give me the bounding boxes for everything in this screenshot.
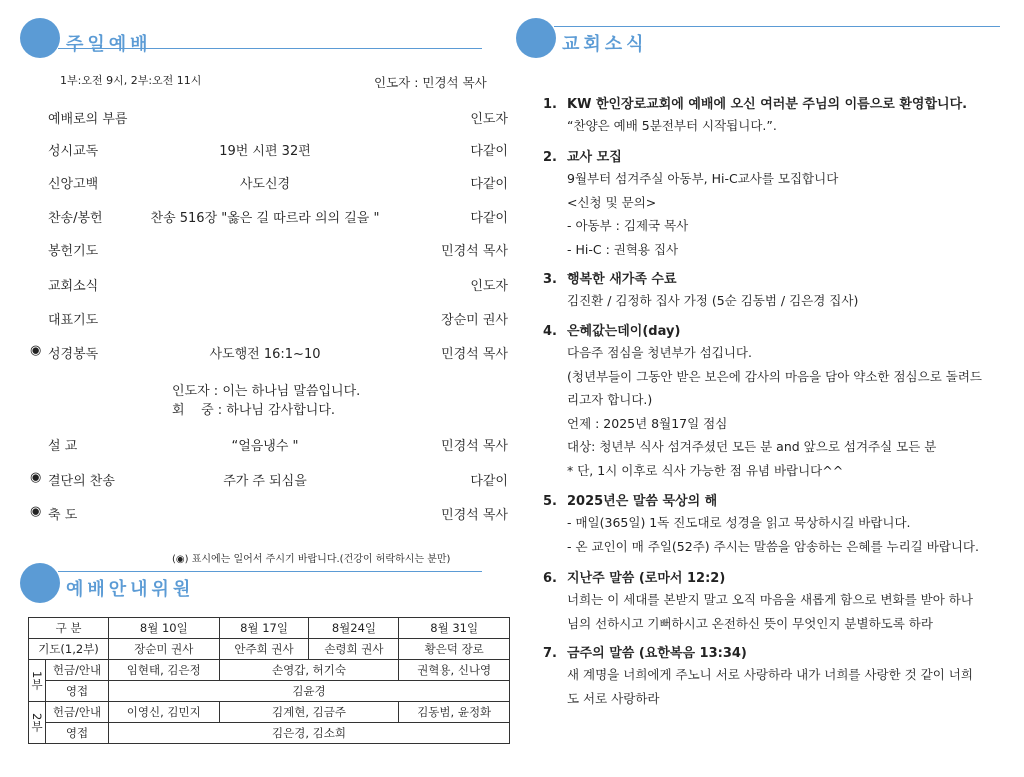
news-item-line: (청년부들이 그동안 받은 보은에 감사의 마음을 담아 약소한 점심으로 돌려드 [567,368,982,384]
order-mark-icon: ◉ [30,470,42,485]
divider [58,571,482,572]
news-item-title [543,146,622,165]
news-item-number: 3. [543,272,557,287]
table-cell: 김동범, 윤정화 [399,702,510,723]
news-item-line: 새 계명을 너희에게 주노니 서로 사랑하라 내가 너희를 사랑한 것 같이 너희 [567,667,973,682]
order-item-responsible: 다같이 [470,144,508,159]
order-mark-icon: ◉ [30,343,42,358]
table-row [29,639,510,660]
news-item-line: - 매일(365일) 1독 진도대로 성경을 읽고 묵상하시길 바랍니다. [567,515,911,530]
news-item-line: 언제 : 2025년 8월17일 점심 [567,415,728,431]
order-item-detail: 찬송 516장 "옳은 길 따르라 의의 길을 " [150,211,380,226]
table-cell: 황은덕 장로 [399,639,510,660]
order-item [30,470,508,490]
order-item-responsible: 다같이 [470,177,508,192]
order-item-responsible: 인도자 [470,279,508,294]
order-item-name: 찬송/봉헌 [48,211,103,226]
order-item-name: 성시교독 [48,144,99,159]
order-item-detail: 사도행전 16:1~10 [209,347,321,362]
order-item-name: 신앙고백 [48,177,99,192]
order-item [30,435,508,455]
news-item-line: 다음주 점심을 청년부가 섬깁니다. [567,345,752,360]
news-item-line: 대상: 청년부 식사 섬겨주셨던 모든 분 and 앞으로 섬겨주실 모든 분 [567,439,937,454]
table-cell: 헌금/안내 [46,660,109,681]
order-item [30,504,508,524]
section-circle-icon [20,563,60,603]
news-item-line: * 단, 1시 이후로 식사 가능한 점 유념 바랍니다^^ [567,462,844,478]
order-item-responsible: 다같이 [470,211,508,226]
order-item-name: 교회소식 [48,279,99,294]
order-item-name: 성경봉독 [48,347,99,362]
order-item-detail: 19번 시편 32편 [219,144,311,159]
order-item-name: 예배로의 부름 [48,112,128,127]
table-cell: 김윤경 [109,681,510,702]
news-item-heading: 2025년은 말씀 묵상의 해 [567,494,718,509]
news-item-number: 7. [543,646,557,661]
service-label: 2부 [29,702,46,744]
order-item [30,108,508,128]
section-circle-icon [20,18,60,58]
order-item-responsible: 민경석 목사 [441,439,508,454]
table-cell: 8월 31일 [399,618,510,639]
order-item-name: 대표기도 [48,313,99,328]
news-item-line: 9월부터 섬겨주실 아동부, Hi-C교사를 모집합니다 [567,171,839,186]
table-cell: 8월 10일 [109,618,220,639]
table-row [29,681,510,702]
news-item-title [543,93,967,112]
news-item-number: 1. [543,97,557,112]
table-cell: 안주희 권사 [219,639,309,660]
service-label: 1부 [29,660,46,702]
order-item-name: 봉헌기도 [48,244,99,259]
news-item-heading: KW 한인장로교회에 예배에 오신 여러분 주님의 이름으로 환영합니다. [567,97,968,112]
table-cell: 영접 [46,723,109,744]
news-item-title [543,642,747,661]
table-cell: 헌금/안내 [46,702,109,723]
news-item-heading: 교사 모집 [567,150,622,165]
table-row [29,618,510,639]
news-item-title [543,320,680,339]
table-cell: 김은경, 김소희 [109,723,510,744]
news-item-line: <신청 및 문의> [567,194,657,210]
table-cell: 영접 [46,681,109,702]
order-item-detail: 주가 주 되심을 [223,474,307,489]
service-times: 1부:오전 9시, 2부:오전 11시 [60,74,202,87]
news-item-title [543,268,677,287]
order-item-responsible: 다같이 [470,474,508,489]
order-item [30,207,508,227]
order-item [30,173,508,193]
news-item-line: 도 서로 사랑하라 [567,690,660,706]
order-item-responsible: 민경석 목사 [441,244,508,259]
order-mark-icon: ◉ [30,504,42,519]
table-cell: 손령희 권사 [309,639,399,660]
news-item-heading: 행복한 새가족 수료 [567,272,677,287]
news-item-number: 2. [543,150,557,165]
table-cell: 권혁용, 신나영 [399,660,510,681]
table-cell: 8월24일 [309,618,399,639]
news-item-line: 너희는 이 세대를 본받지 말고 오직 마음을 새롭게 함으로 변화를 받아 하나 [567,592,973,607]
table-cell: 구 분 [29,618,109,639]
news-item-title [543,567,725,586]
news-item-line: 님의 선하시고 기뻐하시고 온전하신 뜻이 무엇인지 분별하도록 하라 [567,615,933,631]
guide-section-header [20,563,482,603]
table-cell: 김계현, 김금주 [219,702,399,723]
news-item-number: 6. [543,571,557,586]
news-item-line: - 온 교인이 매 주일(52주) 주시는 말씀을 암송하는 은혜를 누리길 바랍니다. [567,538,979,554]
worship-section-header [20,18,482,58]
news-item-number: 4. [543,324,557,339]
order-item [30,140,508,160]
standing-note: (◉) 표시에는 일어서 주시기 바랍니다.(건강이 허락하시는 분만) [172,554,451,565]
order-item-responsible: 민경석 목사 [441,347,508,362]
response-congregation: 회 중 : 하나님 감사합니다. [172,403,336,418]
table-cell: 손영갑, 허기숙 [219,660,399,681]
table-row [29,723,510,744]
news-section-header [516,18,1000,58]
section-circle-icon [516,18,556,58]
order-item [30,275,508,295]
order-item-responsible: 민경석 목사 [441,508,508,523]
order-item-responsible: 장순미 권사 [441,313,508,328]
news-item-heading: 금주의 말씀 (요한복음 13:34) [567,646,747,661]
section-title: 예배안내위원 [66,579,195,600]
order-item-name: 결단의 찬송 [48,474,115,489]
divider [554,26,1000,27]
news-item-title [543,490,717,509]
usher-table [28,617,510,744]
response-leader: 인도자 : 이는 하나님 말씀입니다. [172,384,361,399]
news-item-heading: 지난주 말씀 (로마서 12:2) [567,571,726,586]
section-title: 교회소식 [562,34,648,55]
table-cell: 이영신, 김민지 [109,702,220,723]
news-item-line: 김진환 / 김정하 집사 가정 (5순 김동범 / 김은경 집사) [567,293,859,308]
order-item [30,309,508,329]
table-row [29,660,510,681]
table-cell: 임현태, 김은정 [109,660,220,681]
news-item-line: “찬양은 예배 5분전부터 시작됩니다.”. [567,118,777,133]
order-item [30,240,508,260]
table-cell: 8월 17일 [219,618,309,639]
order-item-name: 축 도 [48,508,78,523]
order-item-responsible: 인도자 [470,112,508,127]
table-row [29,702,510,723]
table-cell: 장순미 권사 [109,639,220,660]
order-item [30,343,508,363]
section-title: 주일예배 [66,34,152,55]
table-cell: 기도(1,2부) [29,639,109,660]
worship-leader: 인도자 : 민경석 목사 [374,75,487,90]
order-item-detail: 사도신경 [239,177,291,192]
news-item-line: - 아동부 : 김제국 목사 [567,218,689,233]
order-item-detail: “얼음냉수 " [231,439,299,454]
news-item-line: 리고자 합니다.) [567,392,653,407]
news-item-heading: 은혜값는데이(day) [567,324,681,339]
order-item-name: 설 교 [48,439,78,454]
news-item-line: - Hi-C : 권혁용 집사 [567,241,679,257]
news-item-number: 5. [543,494,557,509]
